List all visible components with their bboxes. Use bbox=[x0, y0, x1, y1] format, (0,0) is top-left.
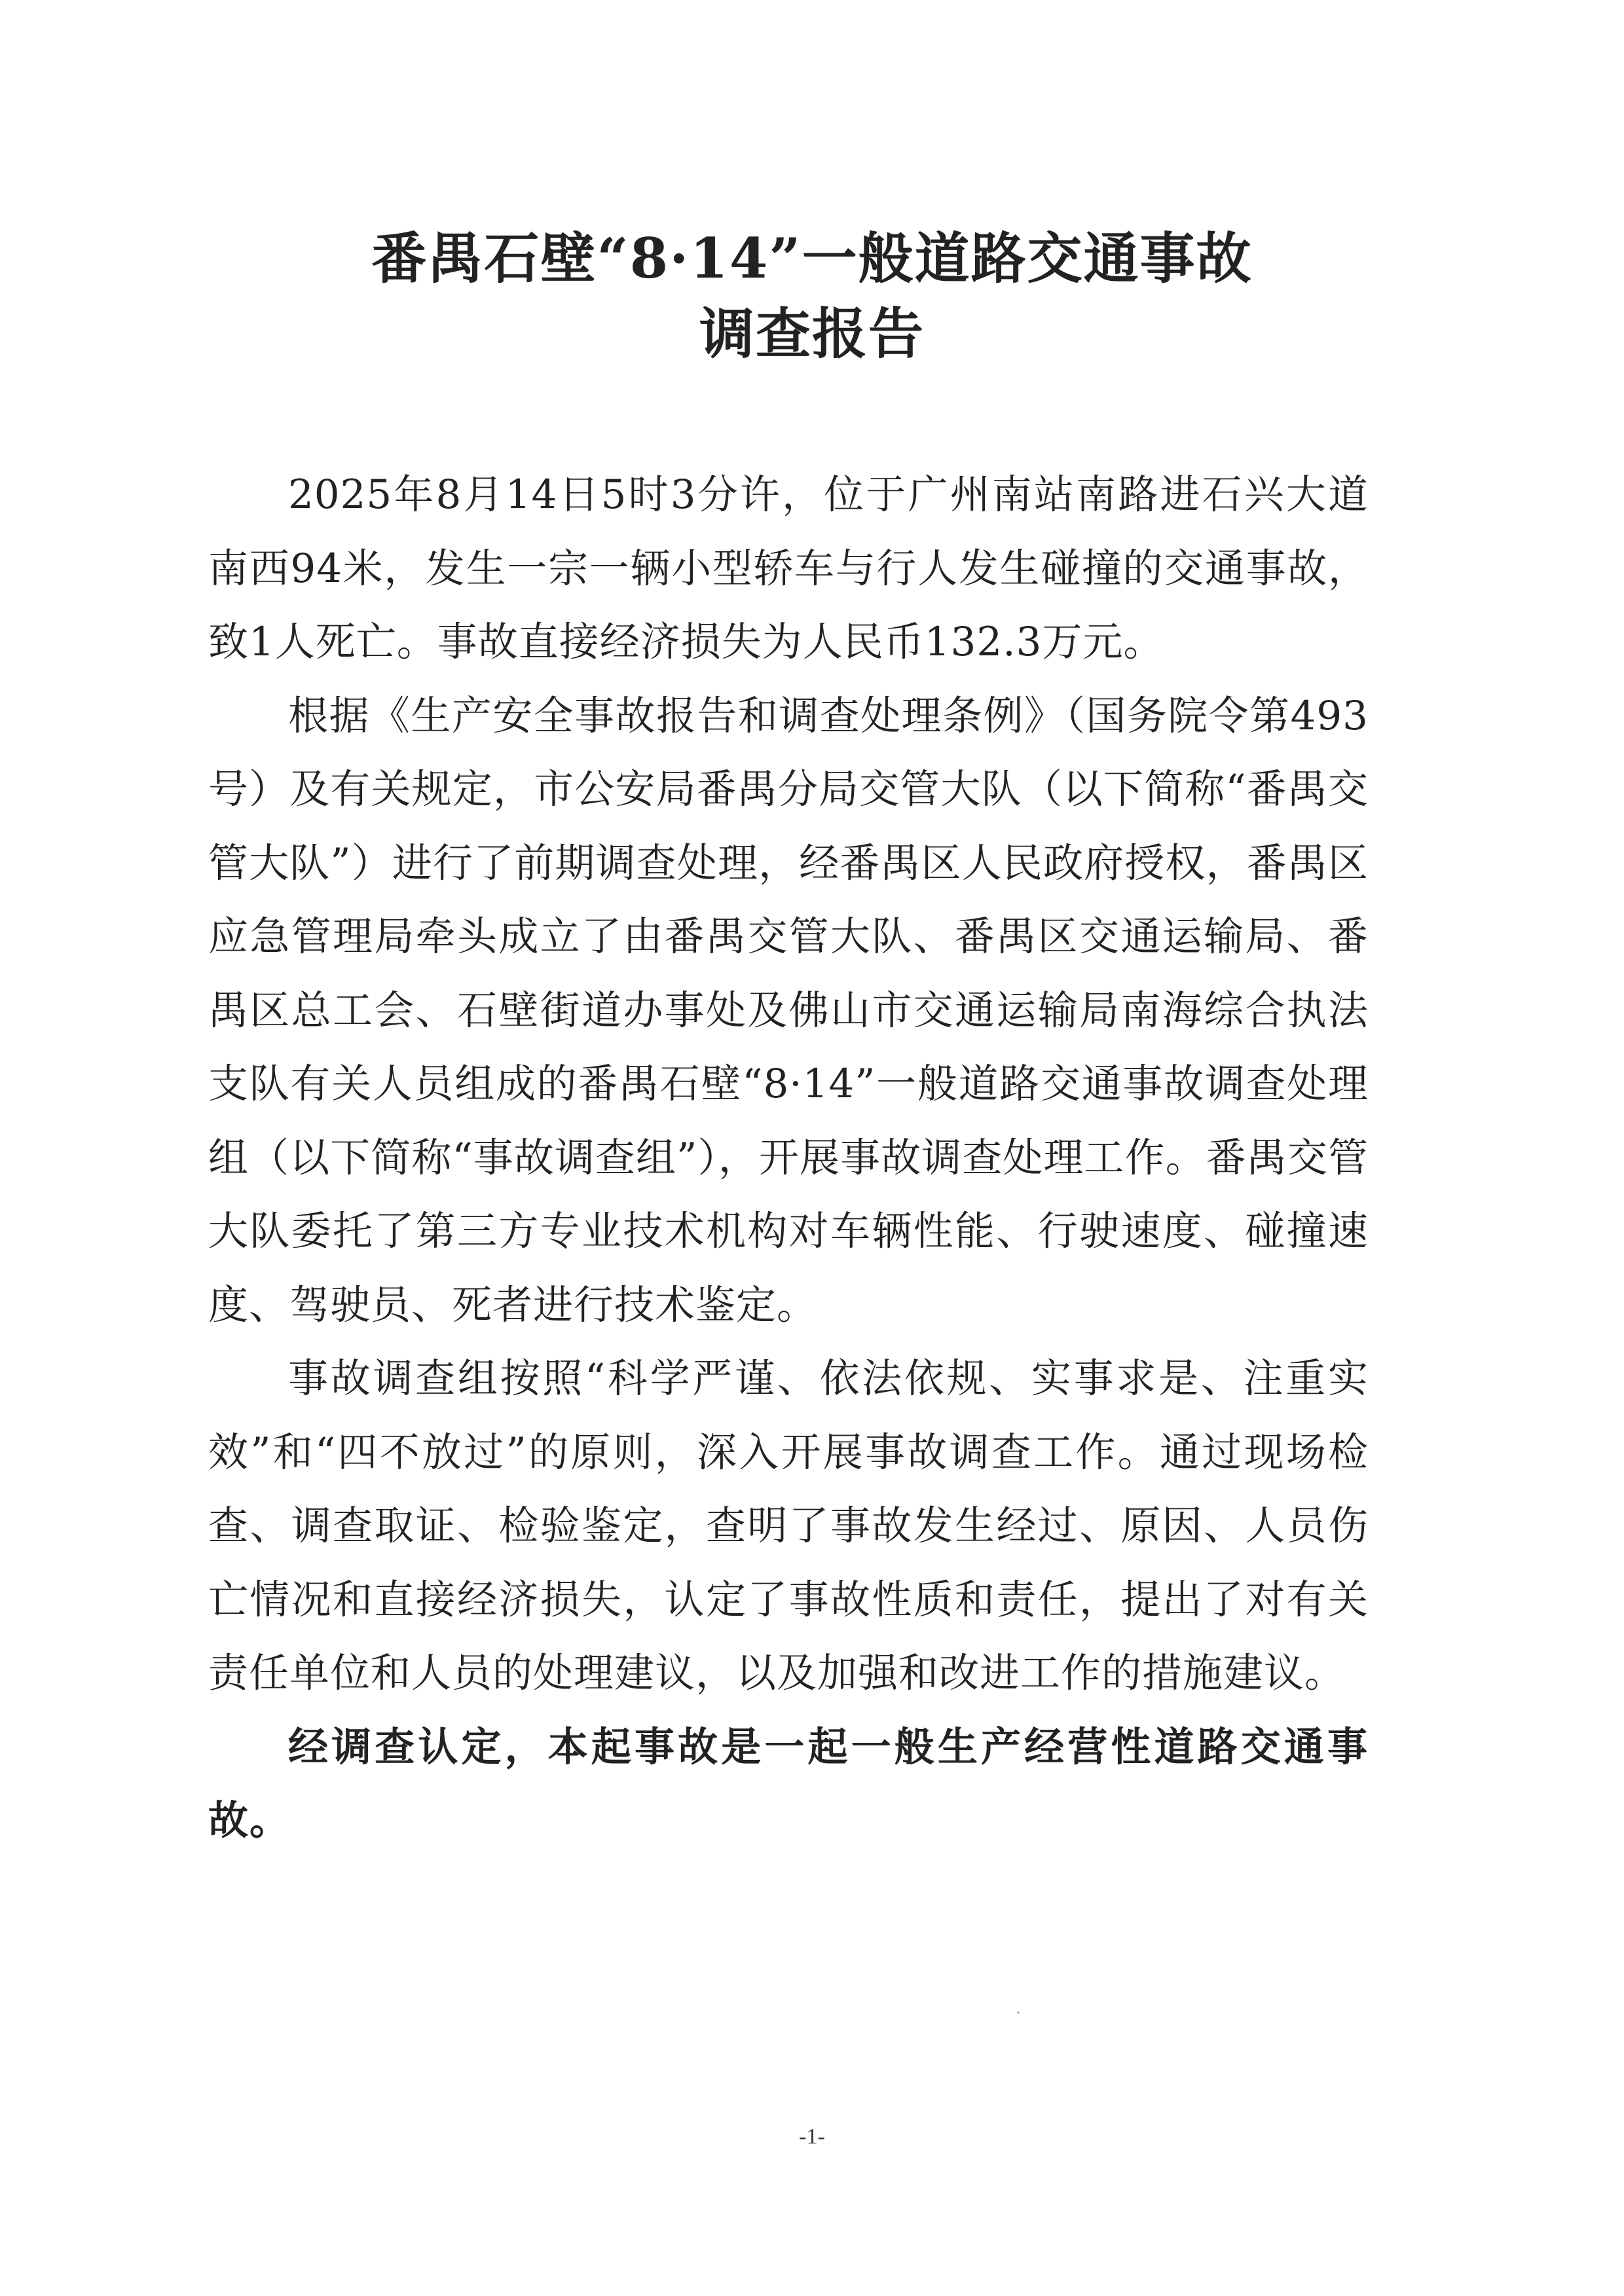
paragraph-investigation-basis: 根据《生产安全事故报告和调查处理条例》（国务院令第493号）及有关规定，市公安局番禺分局交管大队（以下简称“番禺交管大队”）进行了前期调查处理，经番禺区人民政府授权，番禺区应急管理局牵头成立了由番禺交管大队、番禺区交通运输局、番禺区总工会、石壁街道办事处及佛山市交通运输局南海综合执法支队有关人员组成的番禺石壁“8·14”一般道路交通事故调查处理组（以下简称“事故调查组”），开展事故调查处理工作。番禺交管大队委托了第三方专业技术机构对车辆性能、行驶速度、碰撞速度、驾驶员、死者进行技术鉴定。 bbox=[208, 692, 1369, 1328]
document-title-line-1: 番禺石壁“8·14”一般道路交通事故 bbox=[371, 226, 1253, 291]
paragraph-accident-summary: 2025年8月14日5时3分许，位于广州南站南路进石兴大道南西94米，发生一宗一辆小型轿车与行人发生碰撞的交通事故，致1人死亡。事故直接经济损失为人民币132.3万元。 bbox=[208, 471, 1369, 665]
paragraph-investigation-principles: 事故调查组按照“科学严谨、依法依规、实事求是、注重实效”和“四不放过”的原则，深入开展事故调查工作。通过现场检查、调查取证、检验鉴定，查明了事故发生经过、原因、人员伤亡情况和直接经济损失，认定了事故性质和责任，提出了对有关责任单位和人员的处理建议，以及加强和改进工作的措施建议。 bbox=[208, 1355, 1369, 1696]
document-title-line-2: 调查报告 bbox=[699, 301, 925, 366]
page-number: -1- bbox=[799, 2124, 825, 2149]
document-body bbox=[208, 458, 1369, 1858]
scan-speck bbox=[1017, 2011, 1020, 2014]
paragraph-conclusion: 经调查认定，本起事故是一起一般生产经营性道路交通事故。 bbox=[208, 1723, 1369, 1844]
